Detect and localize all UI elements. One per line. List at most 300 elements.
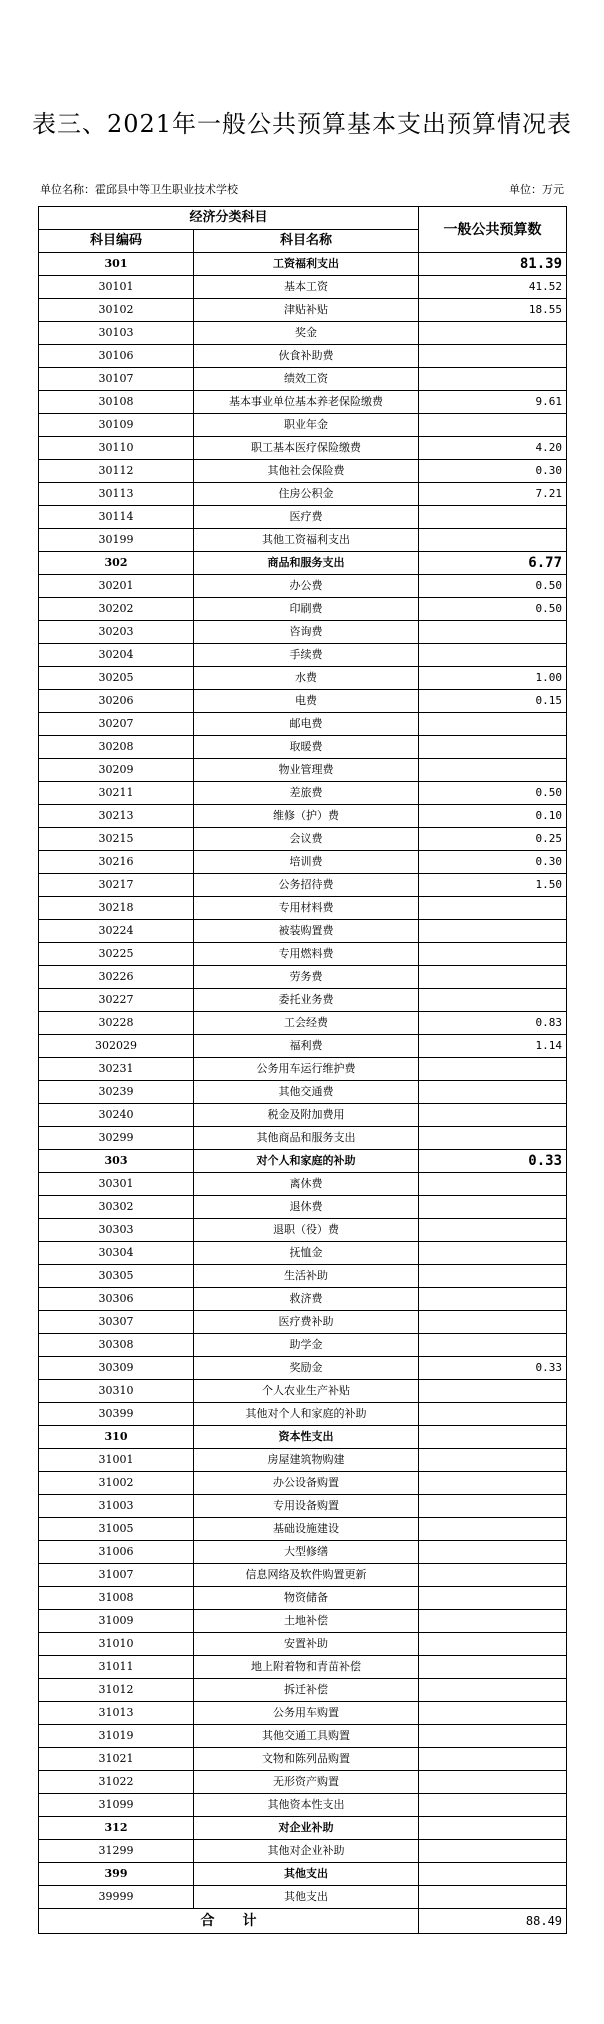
row-amount bbox=[419, 1863, 567, 1886]
row-name: 基本工资 bbox=[194, 276, 419, 299]
row-name: 伙食补助费 bbox=[194, 345, 419, 368]
row-name: 文物和陈列品购置 bbox=[194, 1748, 419, 1771]
table-row bbox=[39, 1334, 567, 1357]
row-amount bbox=[419, 1886, 567, 1909]
row-name: 绩效工资 bbox=[194, 368, 419, 391]
row-code: 301 bbox=[39, 253, 194, 276]
budget-table bbox=[38, 206, 567, 1934]
row-amount bbox=[419, 1679, 567, 1702]
header-category: 经济分类科目 bbox=[39, 207, 419, 230]
table-row bbox=[39, 966, 567, 989]
row-name: 职工基本医疗保险缴费 bbox=[194, 437, 419, 460]
row-amount bbox=[419, 1242, 567, 1265]
row-name: 其他对企业补助 bbox=[194, 1840, 419, 1863]
table-row bbox=[39, 414, 567, 437]
row-name: 无形资产购置 bbox=[194, 1771, 419, 1794]
row-amount bbox=[419, 1794, 567, 1817]
table-row bbox=[39, 874, 567, 897]
row-code: 30304 bbox=[39, 1242, 194, 1265]
row-name: 生活补助 bbox=[194, 1265, 419, 1288]
row-amount bbox=[419, 506, 567, 529]
row-amount bbox=[419, 1748, 567, 1771]
row-code: 31019 bbox=[39, 1725, 194, 1748]
row-amount bbox=[419, 322, 567, 345]
header-amount: 一般公共预算数 bbox=[419, 207, 567, 253]
row-amount bbox=[419, 1127, 567, 1150]
row-amount: 0.30 bbox=[419, 851, 567, 874]
row-amount bbox=[419, 414, 567, 437]
row-name: 劳务费 bbox=[194, 966, 419, 989]
row-amount bbox=[419, 1403, 567, 1426]
row-amount bbox=[419, 1817, 567, 1840]
table-row bbox=[39, 391, 567, 414]
table-row bbox=[39, 1242, 567, 1265]
row-amount: 81.39 bbox=[419, 253, 567, 276]
row-code: 30114 bbox=[39, 506, 194, 529]
table-row bbox=[39, 1104, 567, 1127]
table-row bbox=[39, 805, 567, 828]
row-amount bbox=[419, 368, 567, 391]
table-row bbox=[39, 483, 567, 506]
row-name: 水费 bbox=[194, 667, 419, 690]
row-amount bbox=[419, 966, 567, 989]
table-row bbox=[39, 690, 567, 713]
row-code: 30216 bbox=[39, 851, 194, 874]
table-row bbox=[39, 1633, 567, 1656]
table-row bbox=[39, 828, 567, 851]
row-code: 30309 bbox=[39, 1357, 194, 1380]
row-code: 31001 bbox=[39, 1449, 194, 1472]
header-name: 科目名称 bbox=[194, 230, 419, 253]
row-name: 医疗费补助 bbox=[194, 1311, 419, 1334]
row-amount bbox=[419, 1633, 567, 1656]
page-title: 表三、2021年一般公共预算基本支出预算情况表 bbox=[31, 110, 573, 138]
row-name: 培训费 bbox=[194, 851, 419, 874]
row-code: 31008 bbox=[39, 1587, 194, 1610]
table-row bbox=[39, 437, 567, 460]
row-amount bbox=[419, 1426, 567, 1449]
header-code: 科目编码 bbox=[39, 230, 194, 253]
table-row bbox=[39, 851, 567, 874]
row-amount bbox=[419, 1288, 567, 1311]
row-code: 30208 bbox=[39, 736, 194, 759]
row-code: 30299 bbox=[39, 1127, 194, 1150]
row-name: 房屋建筑物购建 bbox=[194, 1449, 419, 1472]
row-name: 其他支出 bbox=[194, 1886, 419, 1909]
row-code: 30113 bbox=[39, 483, 194, 506]
row-amount bbox=[419, 1058, 567, 1081]
table-row bbox=[39, 759, 567, 782]
table-group-row bbox=[39, 1426, 567, 1449]
table-row bbox=[39, 897, 567, 920]
table-row bbox=[39, 506, 567, 529]
row-name: 被装购置费 bbox=[194, 920, 419, 943]
row-name: 办公设备购置 bbox=[194, 1472, 419, 1495]
row-amount: 41.52 bbox=[419, 276, 567, 299]
row-amount bbox=[419, 989, 567, 1012]
row-amount bbox=[419, 1196, 567, 1219]
table-row bbox=[39, 1794, 567, 1817]
row-code: 30227 bbox=[39, 989, 194, 1012]
row-amount bbox=[419, 1173, 567, 1196]
row-code: 30202 bbox=[39, 598, 194, 621]
row-name: 救济费 bbox=[194, 1288, 419, 1311]
row-amount bbox=[419, 759, 567, 782]
table-row bbox=[39, 782, 567, 805]
row-code: 30112 bbox=[39, 460, 194, 483]
total-amount: 88.49 bbox=[419, 1909, 567, 1934]
table-row bbox=[39, 736, 567, 759]
row-code: 31022 bbox=[39, 1771, 194, 1794]
row-name: 工会经费 bbox=[194, 1012, 419, 1035]
row-amount: 0.30 bbox=[419, 460, 567, 483]
row-code: 30215 bbox=[39, 828, 194, 851]
table-row bbox=[39, 1288, 567, 1311]
row-amount bbox=[419, 1495, 567, 1518]
row-name: 其他工资福利支出 bbox=[194, 529, 419, 552]
unit-name: 单位名称：霍邱县中等卫生职业技术学校 bbox=[40, 183, 238, 196]
row-code: 30217 bbox=[39, 874, 194, 897]
total-row bbox=[39, 1909, 567, 1934]
row-code: 30204 bbox=[39, 644, 194, 667]
row-amount: 0.15 bbox=[419, 690, 567, 713]
table-row bbox=[39, 1702, 567, 1725]
row-code: 31012 bbox=[39, 1679, 194, 1702]
table-row bbox=[39, 1219, 567, 1242]
row-name: 其他对个人和家庭的补助 bbox=[194, 1403, 419, 1426]
table-row bbox=[39, 920, 567, 943]
table-row bbox=[39, 322, 567, 345]
row-name: 商品和服务支出 bbox=[194, 552, 419, 575]
row-amount bbox=[419, 1702, 567, 1725]
row-name: 大型修缮 bbox=[194, 1541, 419, 1564]
row-code: 31021 bbox=[39, 1748, 194, 1771]
row-name: 印刷费 bbox=[194, 598, 419, 621]
row-name: 委托业务费 bbox=[194, 989, 419, 1012]
table-row bbox=[39, 644, 567, 667]
row-amount: 1.50 bbox=[419, 874, 567, 897]
row-code: 302029 bbox=[39, 1035, 194, 1058]
row-code: 30207 bbox=[39, 713, 194, 736]
table-row bbox=[39, 1725, 567, 1748]
row-code: 312 bbox=[39, 1817, 194, 1840]
row-code: 30225 bbox=[39, 943, 194, 966]
table-row bbox=[39, 1840, 567, 1863]
row-amount: 1.14 bbox=[419, 1035, 567, 1058]
table-group-row bbox=[39, 1817, 567, 1840]
table-group-row bbox=[39, 253, 567, 276]
row-name: 维修（护）费 bbox=[194, 805, 419, 828]
row-name: 其他交通工具购置 bbox=[194, 1725, 419, 1748]
table-row bbox=[39, 667, 567, 690]
table-row bbox=[39, 1081, 567, 1104]
row-code: 30310 bbox=[39, 1380, 194, 1403]
row-code: 30307 bbox=[39, 1311, 194, 1334]
row-amount bbox=[419, 1334, 567, 1357]
row-name: 拆迁补偿 bbox=[194, 1679, 419, 1702]
row-amount: 9.61 bbox=[419, 391, 567, 414]
row-amount bbox=[419, 1610, 567, 1633]
table-row bbox=[39, 1012, 567, 1035]
row-code: 303 bbox=[39, 1150, 194, 1173]
table-row bbox=[39, 368, 567, 391]
table-row bbox=[39, 1656, 567, 1679]
table-group-row bbox=[39, 552, 567, 575]
table-row bbox=[39, 1495, 567, 1518]
row-code: 30308 bbox=[39, 1334, 194, 1357]
row-name: 对企业补助 bbox=[194, 1817, 419, 1840]
table-row bbox=[39, 989, 567, 1012]
row-name: 抚恤金 bbox=[194, 1242, 419, 1265]
row-amount: 18.55 bbox=[419, 299, 567, 322]
row-amount bbox=[419, 1587, 567, 1610]
row-name: 其他交通费 bbox=[194, 1081, 419, 1104]
row-amount bbox=[419, 1104, 567, 1127]
row-code: 30305 bbox=[39, 1265, 194, 1288]
row-code: 30211 bbox=[39, 782, 194, 805]
row-amount: 0.50 bbox=[419, 782, 567, 805]
row-name: 其他商品和服务支出 bbox=[194, 1127, 419, 1150]
table-row bbox=[39, 299, 567, 322]
row-code: 30101 bbox=[39, 276, 194, 299]
row-code: 302 bbox=[39, 552, 194, 575]
row-code: 31099 bbox=[39, 1794, 194, 1817]
row-code: 30218 bbox=[39, 897, 194, 920]
row-amount bbox=[419, 1564, 567, 1587]
table-row bbox=[39, 1035, 567, 1058]
row-amount: 0.83 bbox=[419, 1012, 567, 1035]
row-code: 30302 bbox=[39, 1196, 194, 1219]
row-name: 个人农业生产补贴 bbox=[194, 1380, 419, 1403]
table-row bbox=[39, 621, 567, 644]
row-code: 30103 bbox=[39, 322, 194, 345]
row-name: 公务用车运行维护费 bbox=[194, 1058, 419, 1081]
row-name: 助学金 bbox=[194, 1334, 419, 1357]
table-row bbox=[39, 1127, 567, 1150]
row-amount bbox=[419, 1472, 567, 1495]
row-amount bbox=[419, 1219, 567, 1242]
row-code: 31010 bbox=[39, 1633, 194, 1656]
row-code: 310 bbox=[39, 1426, 194, 1449]
row-amount bbox=[419, 897, 567, 920]
table-row bbox=[39, 575, 567, 598]
table-row bbox=[39, 1265, 567, 1288]
table-row bbox=[39, 1564, 567, 1587]
row-name: 对个人和家庭的补助 bbox=[194, 1150, 419, 1173]
row-code: 30399 bbox=[39, 1403, 194, 1426]
row-name: 电费 bbox=[194, 690, 419, 713]
row-amount: 0.10 bbox=[419, 805, 567, 828]
row-name: 津贴补贴 bbox=[194, 299, 419, 322]
table-row bbox=[39, 1679, 567, 1702]
unit-info-row bbox=[40, 181, 564, 199]
row-name: 福利费 bbox=[194, 1035, 419, 1058]
row-code: 30203 bbox=[39, 621, 194, 644]
row-name: 专用材料费 bbox=[194, 897, 419, 920]
row-amount bbox=[419, 1449, 567, 1472]
table-row bbox=[39, 345, 567, 368]
row-name: 办公费 bbox=[194, 575, 419, 598]
row-name: 物资储备 bbox=[194, 1587, 419, 1610]
row-amount bbox=[419, 1541, 567, 1564]
row-name: 地上附着物和青苗补偿 bbox=[194, 1656, 419, 1679]
row-code: 399 bbox=[39, 1863, 194, 1886]
table-row bbox=[39, 1541, 567, 1564]
row-name: 其他社会保险费 bbox=[194, 460, 419, 483]
table-row bbox=[39, 276, 567, 299]
row-code: 31299 bbox=[39, 1840, 194, 1863]
row-code: 30239 bbox=[39, 1081, 194, 1104]
row-name: 专用设备购置 bbox=[194, 1495, 419, 1518]
row-amount bbox=[419, 1771, 567, 1794]
table-row bbox=[39, 1518, 567, 1541]
row-name: 退职（役）费 bbox=[194, 1219, 419, 1242]
row-amount bbox=[419, 345, 567, 368]
row-amount bbox=[419, 1380, 567, 1403]
table-row bbox=[39, 460, 567, 483]
total-label: 合 计 bbox=[39, 1909, 419, 1934]
row-code: 31007 bbox=[39, 1564, 194, 1587]
table-row bbox=[39, 943, 567, 966]
row-code: 30107 bbox=[39, 368, 194, 391]
table-body bbox=[39, 253, 567, 1909]
table-row bbox=[39, 529, 567, 552]
row-name: 离休费 bbox=[194, 1173, 419, 1196]
row-name: 咨询费 bbox=[194, 621, 419, 644]
row-code: 31011 bbox=[39, 1656, 194, 1679]
row-code: 30228 bbox=[39, 1012, 194, 1035]
row-code: 31002 bbox=[39, 1472, 194, 1495]
row-code: 30110 bbox=[39, 437, 194, 460]
row-code: 30231 bbox=[39, 1058, 194, 1081]
row-amount bbox=[419, 621, 567, 644]
table-row bbox=[39, 1771, 567, 1794]
row-code: 30102 bbox=[39, 299, 194, 322]
row-code: 30201 bbox=[39, 575, 194, 598]
row-amount bbox=[419, 644, 567, 667]
row-name: 工资福利支出 bbox=[194, 253, 419, 276]
table-row bbox=[39, 1357, 567, 1380]
row-code: 30303 bbox=[39, 1219, 194, 1242]
table-group-row bbox=[39, 1863, 567, 1886]
row-name: 邮电费 bbox=[194, 713, 419, 736]
row-name: 安置补助 bbox=[194, 1633, 419, 1656]
row-name: 资本性支出 bbox=[194, 1426, 419, 1449]
row-amount bbox=[419, 736, 567, 759]
table-row bbox=[39, 1196, 567, 1219]
row-amount bbox=[419, 1840, 567, 1863]
row-name: 土地补偿 bbox=[194, 1610, 419, 1633]
table-row bbox=[39, 598, 567, 621]
table-row bbox=[39, 1311, 567, 1334]
table-row bbox=[39, 1472, 567, 1495]
row-name: 基本事业单位基本养老保险缴费 bbox=[194, 391, 419, 414]
row-code: 30108 bbox=[39, 391, 194, 414]
row-amount: 0.33 bbox=[419, 1150, 567, 1173]
row-amount bbox=[419, 1656, 567, 1679]
row-name: 税金及附加费用 bbox=[194, 1104, 419, 1127]
row-name: 住房公积金 bbox=[194, 483, 419, 506]
row-amount bbox=[419, 920, 567, 943]
row-amount bbox=[419, 1265, 567, 1288]
row-amount bbox=[419, 1081, 567, 1104]
row-amount: 0.25 bbox=[419, 828, 567, 851]
row-amount bbox=[419, 943, 567, 966]
row-code: 31013 bbox=[39, 1702, 194, 1725]
row-name: 公务用车购置 bbox=[194, 1702, 419, 1725]
table-row bbox=[39, 1886, 567, 1909]
row-name: 基础设施建设 bbox=[194, 1518, 419, 1541]
row-name: 职业年金 bbox=[194, 414, 419, 437]
table-row bbox=[39, 1587, 567, 1610]
row-amount: 6.77 bbox=[419, 552, 567, 575]
row-amount: 0.33 bbox=[419, 1357, 567, 1380]
unit-label: 单位：万元 bbox=[509, 183, 564, 196]
row-amount bbox=[419, 1725, 567, 1748]
row-code: 30106 bbox=[39, 345, 194, 368]
row-name: 会议费 bbox=[194, 828, 419, 851]
table-row bbox=[39, 1380, 567, 1403]
row-code: 31005 bbox=[39, 1518, 194, 1541]
row-code: 30213 bbox=[39, 805, 194, 828]
row-amount bbox=[419, 713, 567, 736]
row-amount bbox=[419, 1311, 567, 1334]
row-code: 31003 bbox=[39, 1495, 194, 1518]
row-amount: 7.21 bbox=[419, 483, 567, 506]
row-name: 取暖费 bbox=[194, 736, 419, 759]
row-name: 奖金 bbox=[194, 322, 419, 345]
row-name: 奖励金 bbox=[194, 1357, 419, 1380]
row-code: 30306 bbox=[39, 1288, 194, 1311]
row-name: 其他资本性支出 bbox=[194, 1794, 419, 1817]
row-code: 30301 bbox=[39, 1173, 194, 1196]
row-name: 差旅费 bbox=[194, 782, 419, 805]
row-code: 30226 bbox=[39, 966, 194, 989]
row-code: 39999 bbox=[39, 1886, 194, 1909]
row-code: 31006 bbox=[39, 1541, 194, 1564]
table-group-row bbox=[39, 1150, 567, 1173]
table-row bbox=[39, 1449, 567, 1472]
row-name: 公务招待费 bbox=[194, 874, 419, 897]
row-code: 30199 bbox=[39, 529, 194, 552]
row-code: 30224 bbox=[39, 920, 194, 943]
row-code: 30205 bbox=[39, 667, 194, 690]
row-amount: 4.20 bbox=[419, 437, 567, 460]
row-amount: 1.00 bbox=[419, 667, 567, 690]
row-code: 30240 bbox=[39, 1104, 194, 1127]
row-name: 医疗费 bbox=[194, 506, 419, 529]
table-row bbox=[39, 713, 567, 736]
row-amount: 0.50 bbox=[419, 598, 567, 621]
row-name: 物业管理费 bbox=[194, 759, 419, 782]
row-name: 专用燃料费 bbox=[194, 943, 419, 966]
row-name: 手续费 bbox=[194, 644, 419, 667]
row-name: 信息网络及软件购置更新 bbox=[194, 1564, 419, 1587]
table-row bbox=[39, 1610, 567, 1633]
row-code: 30109 bbox=[39, 414, 194, 437]
row-amount: 0.50 bbox=[419, 575, 567, 598]
table-row bbox=[39, 1173, 567, 1196]
table-row bbox=[39, 1748, 567, 1771]
row-amount bbox=[419, 1518, 567, 1541]
row-code: 30206 bbox=[39, 690, 194, 713]
row-code: 31009 bbox=[39, 1610, 194, 1633]
table-row bbox=[39, 1403, 567, 1426]
row-name: 退休费 bbox=[194, 1196, 419, 1219]
table-row bbox=[39, 1058, 567, 1081]
row-code: 30209 bbox=[39, 759, 194, 782]
row-name: 其他支出 bbox=[194, 1863, 419, 1886]
